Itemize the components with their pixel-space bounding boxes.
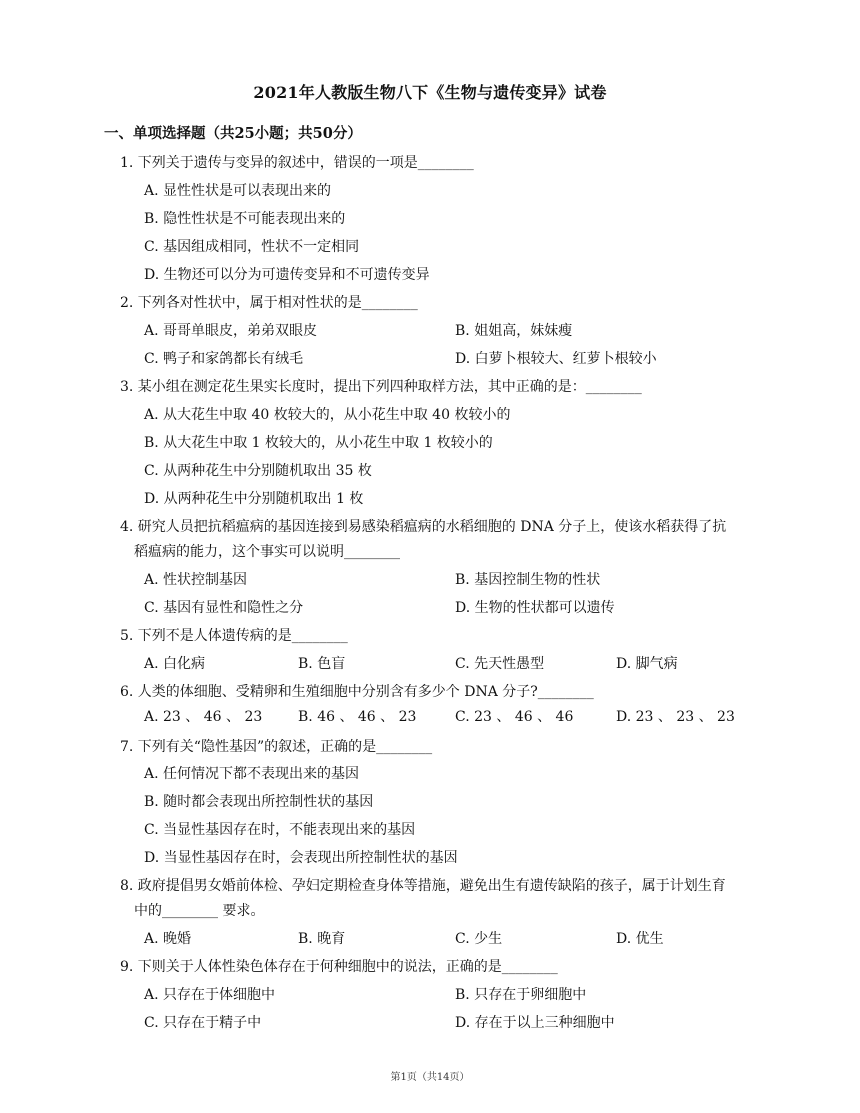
question-3-option-b: B. 从大花生中取 1 枚较大的，从小花生中取 1 枚较小的	[144, 435, 493, 451]
question-8-option-a: A. 晚婚	[144, 931, 192, 947]
question-5-option-c: C. 先天性愚型	[455, 656, 545, 672]
question-8-option-c: C. 少生	[455, 931, 503, 947]
question-2-option-b: B. 姐姐高，妹妹瘦	[455, 323, 573, 339]
question-6-option-d: D. 23 、 23 、 23	[616, 709, 735, 725]
question-5-option-d: D. 脚气病	[616, 656, 678, 672]
question-4-option-b: B. 基因控制生物的性状	[455, 572, 601, 588]
page-footer: 第1页（共14页）	[390, 1072, 470, 1083]
question-7-option-c: C. 当显性基因存在时，不能表现出来的基因	[144, 822, 416, 838]
question-2-stem: 2. 下列各对性状中，属于相对性状的是________	[120, 295, 418, 311]
question-8-option-b: B. 晚育	[298, 931, 346, 947]
question-9-option-c: C. 只存在于精子中	[144, 1015, 262, 1031]
question-9-option-a: A. 只存在于体细胞中	[144, 987, 276, 1003]
question-8-stem-line-2: 中的________ 要求。	[134, 903, 265, 919]
question-1-stem: 1. 下列关于遗传与变异的叙述中，错误的一项是________	[120, 155, 474, 171]
question-4-option-a: A. 性状控制基因	[144, 572, 248, 588]
question-5-option-b: B. 色盲	[298, 656, 346, 672]
question-9-option-b: B. 只存在于卵细胞中	[455, 987, 587, 1003]
question-6-stem: 6. 人类的体细胞、受精卵和生殖细胞中分别含有多少个 DNA 分子?________	[120, 684, 594, 700]
question-6-option-a: A. 23 、 46 、 23	[144, 709, 263, 725]
page-title: 2021年人教版生物八下《生物与遗传变异》试卷	[253, 83, 607, 102]
section-heading: 一、单项选择题（共25小题；共50分）	[104, 125, 362, 142]
question-1-option-d: D. 生物还可以分为可遗传变异和不可遗传变异	[144, 267, 430, 283]
question-7-option-d: D. 当显性基因存在时，会表现出所控制性状的基因	[144, 850, 458, 866]
question-6-option-c: C. 23 、 46 、 46	[455, 709, 574, 725]
question-1-option-c: C. 基因组成相同，性状不一定相同	[144, 239, 360, 255]
question-1-option-a: A. 显性性状是可以表现出来的	[144, 183, 332, 199]
question-2-option-a: A. 哥哥单眼皮，弟弟双眼皮	[144, 323, 318, 339]
question-4-option-c: C. 基因有显性和隐性之分	[144, 600, 304, 616]
question-9-option-d: D. 存在于以上三种细胞中	[455, 1015, 615, 1031]
question-3-option-c: C. 从两种花生中分别随机取出 35 枚	[144, 463, 372, 479]
question-7-stem: 7. 下列有关“隐性基因”的叙述，正确的是________	[120, 739, 433, 755]
question-6-option-b: B. 46 、 46 、 23	[298, 709, 417, 725]
question-3-option-a: A. 从大花生中取 40 枚较大的，从小花生中取 40 枚较小的	[144, 407, 511, 423]
question-7-option-a: A. 任何情况下都不表现出来的基因	[144, 766, 360, 782]
question-8-stem-line-1: 8. 政府提倡男女婚前体检、孕妇定期检查身体等措施，避免出生有遗传缺陷的孩子，属于计划生育	[120, 878, 726, 894]
question-2-option-d: D. 白萝卜根较大、红萝卜根较小	[455, 351, 657, 367]
question-5-option-a: A. 白化病	[144, 656, 206, 672]
question-2-option-c: C. 鸭子和家鸽都长有绒毛	[144, 351, 304, 367]
question-4-stem-line-2: 稻瘟病的能力，这个事实可以说明________	[134, 544, 400, 560]
question-8-option-d: D. 优生	[616, 931, 664, 947]
question-7-option-b: B. 随时都会表现出所控制性状的基因	[144, 794, 374, 810]
question-3-stem: 3. 某小组在测定花生果实长度时，提出下列四种取样方法，其中正确的是：________	[120, 379, 642, 395]
question-4-stem-line-1: 4. 研究人员把抗稻瘟病的基因连接到易感染稻瘟病的水稻细胞的 DNA 分子上，使该水稻获得了抗	[120, 519, 727, 535]
question-5-stem: 5. 下列不是人体遗传病的是________	[120, 628, 348, 644]
question-4-option-d: D. 生物的性状都可以遗传	[455, 600, 615, 616]
question-1-option-b: B. 隐性性状是不可能表现出来的	[144, 211, 346, 227]
question-3-option-d: D. 从两种花生中分别随机取出 1 枚	[144, 491, 364, 507]
question-9-stem: 9. 下则关于人体性染色体存在于何种细胞中的说法，正确的是________	[120, 959, 558, 975]
